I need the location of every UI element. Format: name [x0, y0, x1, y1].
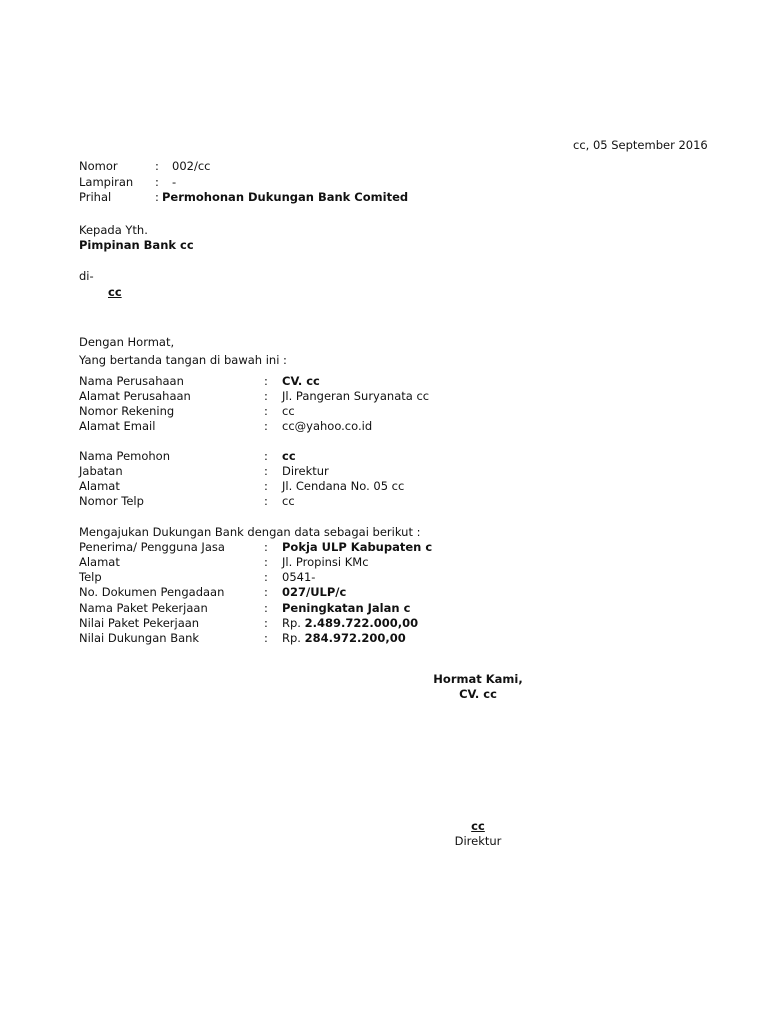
- field-value: cc@yahoo.co.id: [282, 419, 373, 433]
- header-sep: :: [155, 190, 159, 204]
- field-sep: :: [264, 540, 268, 554]
- field-label: Telp: [79, 570, 102, 584]
- header-value: 002/cc: [172, 159, 211, 173]
- field-sep: :: [264, 494, 268, 508]
- field-label: Nilai Paket Pekerjaan: [79, 616, 200, 630]
- letter-date: cc, 05 September 2016: [573, 138, 708, 152]
- header-label: Lampiran: [79, 175, 134, 189]
- field-sep: :: [264, 616, 268, 630]
- header-label: Nomor: [79, 159, 118, 173]
- field-label: Alamat: [79, 479, 120, 493]
- field-value: cc: [282, 494, 295, 508]
- header-label: Prihal: [79, 190, 112, 204]
- field-sep: :: [264, 389, 268, 403]
- field-label: Nama Perusahaan: [79, 374, 184, 388]
- field-value: Peningkatan Jalan c: [282, 601, 411, 615]
- field-label: Penerima/ Pengguna Jasa: [79, 540, 225, 554]
- field-sep: :: [264, 601, 268, 615]
- signer-title: Direktur: [454, 834, 502, 848]
- currency-prefix: Rp.: [282, 616, 301, 630]
- field-sep: :: [264, 555, 268, 569]
- field-label: Alamat Perusahaan: [79, 389, 191, 403]
- opening-greeting: Dengan Hormat,: [79, 335, 175, 349]
- subject-value: Permohonan Dukungan Bank Comited: [162, 190, 409, 204]
- field-label: No. Dokumen Pengadaan: [79, 585, 225, 599]
- closing-greeting: Hormat Kami,: [433, 672, 523, 686]
- currency-prefix: Rp.: [282, 631, 301, 645]
- field-sep: :: [264, 479, 268, 493]
- field-value: 0541-: [282, 570, 316, 584]
- field-label: Nama Paket Pekerjaan: [79, 601, 208, 615]
- field-label: Alamat: [79, 555, 120, 569]
- field-value: Direktur: [282, 464, 329, 478]
- field-sep: :: [264, 374, 268, 388]
- field-label: Jabatan: [79, 464, 123, 478]
- field-sep: :: [264, 449, 268, 463]
- field-sep: :: [264, 585, 268, 599]
- field-value: CV. cc: [282, 374, 320, 388]
- field-value: 027/ULP/c: [282, 585, 347, 599]
- field-label: Nilai Dukungan Bank: [79, 631, 200, 645]
- closing-company: CV. cc: [459, 687, 497, 701]
- header-sep: :: [155, 159, 159, 173]
- field-value-group: [282, 631, 406, 646]
- field-sep: :: [264, 464, 268, 478]
- recipient-place-prefix: di-: [79, 269, 94, 283]
- field-sep: :: [264, 404, 268, 418]
- field-sep: :: [264, 570, 268, 584]
- field-label: Nomor Rekening: [79, 404, 175, 418]
- header-value: -: [172, 175, 177, 189]
- signer-name: cc: [471, 819, 485, 833]
- recipient-salutation: Kepada Yth.: [79, 223, 148, 237]
- field-value: Pokja ULP Kabupaten c: [282, 540, 433, 554]
- amount-value: 284.972.200,00: [304, 631, 406, 645]
- field-label: Alamat Email: [79, 419, 156, 433]
- field-sep: :: [264, 631, 268, 645]
- recipient-name: Pimpinan Bank cc: [79, 238, 194, 252]
- field-value: Jl. Pangeran Suryanata cc: [282, 389, 430, 403]
- request-intro: Mengajukan Dukungan Bank dengan data sebagai berikut :: [79, 525, 421, 539]
- recipient-place: cc: [108, 285, 122, 299]
- field-label: Nama Pemohon: [79, 449, 171, 463]
- field-value-group: [282, 616, 418, 631]
- field-value: Jl. Propinsi KMc: [282, 555, 369, 569]
- header-sep: :: [155, 175, 159, 189]
- field-sep: :: [264, 419, 268, 433]
- intro-line: Yang bertanda tangan di bawah ini :: [79, 353, 287, 367]
- field-label: Nomor Telp: [79, 494, 144, 508]
- field-value: cc: [282, 404, 295, 418]
- amount-value: 2.489.722.000,00: [304, 616, 419, 630]
- field-value: cc: [282, 449, 296, 463]
- field-value: Jl. Cendana No. 05 cc: [282, 479, 405, 493]
